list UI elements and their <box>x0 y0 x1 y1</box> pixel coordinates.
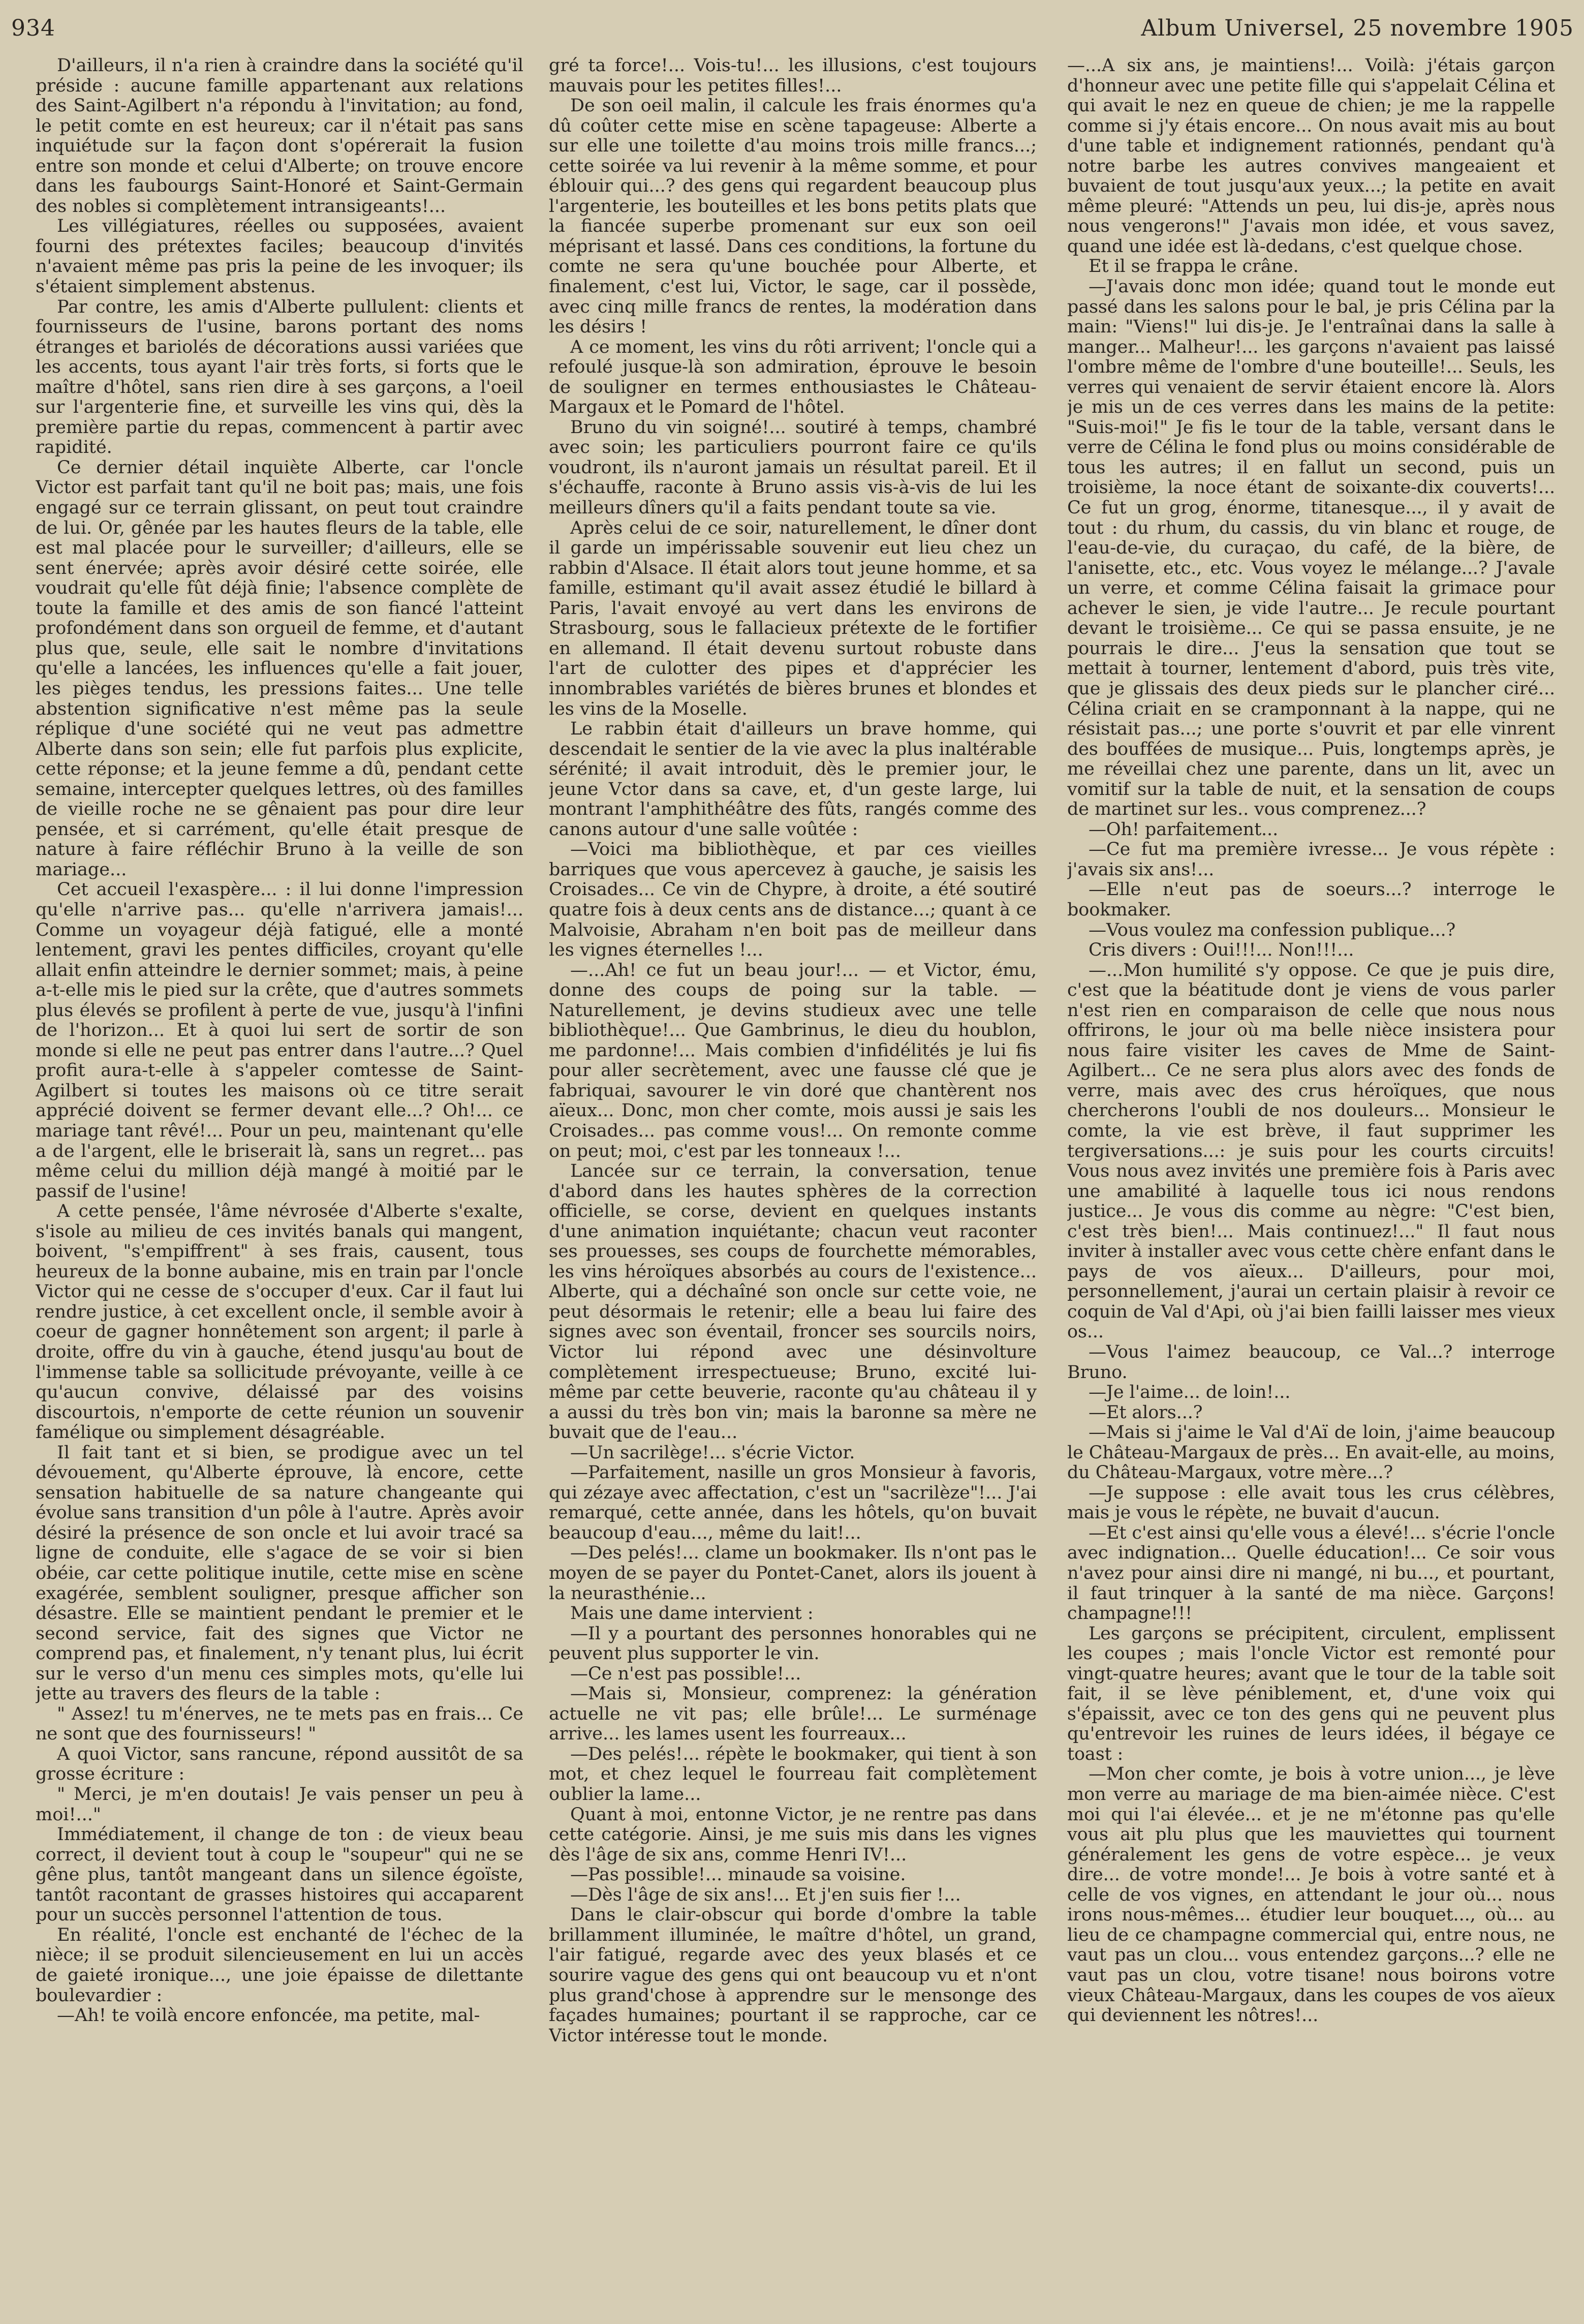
paragraph: gré ta force!... Vois-tu!... les illusions, c'est toujours mauvais pour les petites filles!... <box>549 56 1037 96</box>
paragraph: —Ah! te voilà encore enfoncée, ma petite, mal- <box>57 2005 480 2026</box>
paragraph: Il fait tant et si bien, se prodigue avec un tel dévouement, qu'Alberte éprouve, là encore, cette sensation habituelle de sa nature changeante qui évolue sans transition d'un pôle à l'autre. Après avoir désiré la présence de son oncle et lui avoir tracé sa ligne de conduite, elle s'agace de se voir si bien obéie, car cette politique inutile, cette mise en scène exagérée, semblent souligner, presque afficher son désastre. Elle se maintient pendant le premier et le second service, fait des signes que Victor ne comprend pas, et finalement, n'y tenant plus, lui écrit sur le verso d'un menu ces simples mots, qu'elle lui jette au travers des fleurs de la table : <box>36 1442 523 1704</box>
paragraph: " Merci, je m'en doutais! Je vais penser un peu à moi!..." <box>36 1784 523 1825</box>
paragraph: Lancée sur ce terrain, la conversation, tenue d'abord dans les hautes sphères de la correction officielle, se corse, devient en quelques instants d'une animation inquiétante; chacun veut raconter ses prouesses, ses coups de fourchette mémorables, les vins héroïques absorbés au cours de l'existence... Alberte, qui a déchaîné son oncle sur cette voie, ne peut désormais le retenir; elle a beau lui faire des signes avec son éventail, froncer ses sourcils noirs, Victor lui répond avec une désinvolture complètement irrespectueuse; Bruno, excité lui-même par cette beuverie, raconte qu'au château il y a aussi du très bon vin; mais la baronne sa mère ne buvait que de l'eau... <box>549 1161 1037 1443</box>
paragraph: —J'avais donc mon idée; quand tout le monde eut passé dans les salons pour le bal, je pris Célina par la main: "Viens!" lui dis-je. Je l'entraînai dans la salle à manger... Malheur!... les garçons n'avaient pas laissé l'ombre même de l'ombre d'une bouteille!... Seuls, les verres qui venaient de servir étaient encore là. Alors je mis un de ces verres dans les mains de la petite: "Suis-moi!" Je fis le tour de la table, versant dans le verre de Célina le fond plus ou moins considérable de tous les autres; il en fallut un second, puis un troisième, la noce étant de soixante-dix couverts!... Ce fut un grog, énorme, titanesque..., il y avait de tout : du rhum, du cassis, du vin blanc et rouge, de l'eau-de-vie, du curaçao, du café, de la bière, de l'anisette, etc., etc. Vous voyez le mélange...? J'avale un verre, et comme Célina faisait la grimace pour achever le sien, je vide l'autre... Je recule pourtant devant le troisième... Ce qui se passa ensuite, je ne pourrais le dire... J'eus la sensation que tout se mettait à tourner, lentement d'abord, puis très vite, que je glissais des deux pieds sur le plancher ciré... Célina criait en se cramponnant à la nappe, qui ne résistait pas...; une porte s'ouvrit et par elle vinrent des bouffées de musique... Puis, longtemps après, je me réveillai chez une parente, dans un lit, avec un vomitif sur la table de nuit, et la sensation de coups de martinet sur les.. vous comprenez...? <box>1067 277 1555 820</box>
running-title: Album Universel, 25 novembre 1905 <box>1141 15 1574 41</box>
paragraph: —Des pelés!... clame un bookmaker. Ils n'ont pas le moyen de se payer du Pontet-Canet, alors ils jouent à la neurasthénie... <box>549 1543 1037 1604</box>
paragraph: —Mais si j'aime le Val d'Aï de loin, j'aime beaucoup le Château-Margaux de près... En avait-elle, au moins, du Château-Margaux, votre mère...? <box>1067 1422 1555 1483</box>
paragraph: Ce dernier détail inquiète Alberte, car l'oncle Victor est parfait tant qu'il ne boit pas; mais, une fois engagé sur ce terrain glissant, on peut tout craindre de lui. Or, gênée par les hautes fleurs de la table, elle est mal placée pour le surveiller; d'ailleurs, elle se sent énervée; après avoir désiré cette soirée, elle voudrait qu'elle fût déjà finie; l'absence complète de toute la famille et des amis de son fiancé l'atteint profondément dans son orgueil de femme, et d'autant plus que, seule, elle sait le nombre d'invitations qu'elle a lancées, les influences qu'elle a fait jouer, les pièges tendus, les pressions faites... Une telle abstention significative n'est même pas la seule réplique d'une société qui ne veut pas admettre Alberte dans son sein; elle fut parfois plus explicite, cette réponse; et la jeune femme a dû, pendant cette semaine, intercepter quelques lettres, où des familles de vieille roche ne se gênaient pas pour dire leur pensée, et si carrément, qu'elle était presque de nature à faire réfléchir Bruno à la veille de son mariage... <box>36 457 523 880</box>
paragraph: —Ce n'est pas possible!... <box>570 1663 801 1684</box>
paragraph: " Assez! tu m'énerves, ne te mets pas en frais... Ce ne sont que des fournisseurs! " <box>36 1703 523 1745</box>
paragraph: —...A six ans, je maintiens!... Voilà: j'étais garçon d'honneur avec une petite fille qui s'appelait Célina et qui avait le nez en queue de chien; je me la rappelle comme si j'y étais encore... On nous avait mis au bout d'une table et indignement rationnés, pendant qu'à notre barbe les autres convives mangeaient et buvaient de tout jusqu'aux yeux...; la petite en avait même pleuré: "Attends un peu, lui dis-je, après nous nous vengerons!" J'avais mon idée, et vous savez, quand une idée est là-dedans, c'est quelque chose. <box>1067 56 1555 257</box>
paragraph: De son oeil malin, il calcule les frais énormes qu'a dû coûter cette mise en scène tapageuse: Alberte a sur elle une toilette d'au moins trois mille francs...; cette soirée va lui revenir à la même somme, et pour éblouir qui...? des gens qui regardent beaucoup plus l'argenterie, les bouteilles et les bons petits plats que la fiancée superbe promenant sur eux son oeil méprisant et lassé. Dans ces conditions, la fortune du comte ne sera qu'une bouchée pour Alberte, et finalement, c'est lui, Victor, le sage, car il possède, avec cinq mille francs de rentes, la modération dans les désirs ! <box>549 96 1037 338</box>
paragraph: Immédiatement, il change de ton : de vieux beau correct, il devient tout à coup le "soupeur" qui ne se gêne plus, tantôt mangeant dans un silence égoïste, tantôt racontant de grasses histoires qui accaparent pour un succès personnel l'attention de tous. <box>36 1824 523 1925</box>
paragraph: —Vous l'aimez beaucoup, ce Val...? interroge Bruno. <box>1067 1342 1555 1383</box>
paragraph: Par contre, les amis d'Alberte pullulent: clients et fournisseurs de l'usine, barons portant des noms étranges et bariolés de décorations aussi variées que les accents, tous ayant l'air très forts, si forts que le maître d'hôtel, sans rien dire à ses garçons, a l'oeil sur l'argenterie fine, et surveille les vins qui, dès la première partie du repas, commencent à partir avec rapidité. <box>36 296 523 458</box>
paragraph: Le rabbin était d'ailleurs un brave homme, qui descendait le sentier de la vie avec la plus inaltérable sérénité; il avait introduit, dès le premier jour, le jeune Vctor dans sa cave, et, d'un geste large, lui montrant l'amphithéâtre des fûts, rangés comme des canons autour d'une salle voûtée : <box>549 719 1037 840</box>
paragraph: Dans le clair-obscur qui borde d'ombre la table brillamment illuminée, le maître d'hôtel, un grand, l'air fatigué, regarde avec des yeux blasés et ce sourire vague des gens qui ont beaucoup vu et n'ont plus grand'chose à apprendre sur le mensonge des façades humaines; pourtant il se rapproche, car ce Victor intéresse tout le monde. <box>549 1905 1037 2046</box>
column-2 <box>549 56 1037 2308</box>
paragraph: Les villégiatures, réelles ou supposées, avaient fourni des prétextes faciles; beaucoup d'invités n'avaient même pas pris la peine de les invoquer; ils s'étaient simplement abstenus. <box>36 216 523 297</box>
column-3 <box>1067 56 1555 2308</box>
paragraph: —Je suppose : elle avait tous les crus célèbres, mais je vous le répète, ne buvait d'aucun. <box>1067 1482 1555 1523</box>
paragraph: —Ce fut ma première ivresse... Je vous répète : j'avais six ans!... <box>1067 839 1555 880</box>
paragraph: Cris divers : Oui!!!... Non!!!... <box>1089 940 1354 961</box>
paragraph: A ce moment, les vins du rôti arrivent; l'oncle qui a refoulé jusque-là son admiration, éprouve le besoin de souligner en termes enthousiastes le Château-Margaux et le Pomard de l'hôtel. <box>549 337 1037 418</box>
paragraph: Après celui de ce soir, naturellement, le dîner dont il garde un impérissable souvenir eut lieu chez un rabbin d'Alsace. Il était alors tout jeune homme, et sa famille, estimant qu'il avait assez étudié le billard à Paris, l'avait envoyé au vert dans les environs de Strasbourg, sous le fallacieux prétexte de le fortifier en allemand. Il était devenu surtout robuste dans l'art de culotter des pipes et d'apprécier les innombrables variétés de bières brunes et blondes et les vins de la Moselle. <box>549 517 1037 719</box>
page-header <box>0 15 1584 51</box>
paragraph: —Parfaitement, nasille un gros Monsieur à favoris, qui zézaye avec affectation, c'est un "sacrilèze"!... J'ai remarqué, cette année, dans les hôtels, qu'on buvait beaucoup d'eau..., même du lait!... <box>549 1462 1037 1543</box>
paragraph: —Oh! parfaitement... <box>1089 819 1279 840</box>
page-number: 934 <box>11 15 55 41</box>
paragraph: A cette pensée, l'âme névrosée d'Alberte s'exalte, s'isole au milieu de ces invités banals qui mangent, boivent, "s'empiffrent" à ses frais, causent, tous heureux de la bonne aubaine, mis en train par l'oncle Victor qui ne cesse de s'occuper d'eux. Car il faut lui rendre justice, à cet excellent oncle, il semble avoir à coeur de gagner honnêtement son argent; il parle à droite, offre du vin à gauche, étend jusqu'au bout de l'immense table sa sollicitude prévoyante, veille à ce qu'aucun convive, délaissé par des voisins discourtois, n'emporte de cette réunion un souvenir famélique ou simplement désagréable. <box>36 1201 523 1443</box>
paragraph: A quoi Victor, sans rancune, répond aussitôt de sa grosse écriture : <box>36 1744 523 1785</box>
paragraph: —Elle n'eut pas de soeurs...? interroge le bookmaker. <box>1067 879 1555 920</box>
paragraph: Les garçons se précipitent, circulent, emplissent les coupes ; mais l'oncle Victor est remonté pour vingt-quatre heures; avant que le tour de la table soit fait, il se lève péniblement, et, d'une voix qui s'épaissit, avec ce ton des gens qui ne peuvent plus qu'entrevoir les ruines de leurs idées, il bégaye ce toast : <box>1067 1623 1555 1764</box>
paragraph: —Je l'aime... de loin!... <box>1089 1382 1291 1403</box>
paragraph: —Dès l'âge de six ans!... Et j'en suis fier !... <box>570 1884 961 1905</box>
paragraph: Et il se frappa le crâne. <box>1089 256 1299 277</box>
paragraph: —Voici ma bibliothèque, et par ces vieilles barriques que vous apercevez à gauche, je saisis les Croisades... Ce vin de Chypre, à droite, a été soutiré quatre fois à deux cents ans de distance...; quant à ce Malvoisie, Abraham n'en boit pas de meilleur dans les vignes éternelles !... <box>549 839 1037 961</box>
paragraph: —Mon cher comte, je bois à votre union..., je lève mon verre au mariage de ma bien-aimée nièce. C'est moi qui l'ai élevée... et je ne m'étonne pas qu'elle vous ait plu plus que les mauviettes qui tournent généralement les gens de votre espèce... je veux dire... de votre monde!... Je bois à votre santé et à celle de vos vignes, en attendant le jour où... nous irons nous-mêmes... étudier leur bouquet..., où... au lieu de ce champagne commercial qui, entre nous, ne vaut pas un clou... vous entendez garçons...? elle ne vaut pas un clou, votre tisane! nous boirons votre vieux Château-Margaux, dans les coupes de vos aïeux qui deviennent les nôtres!... <box>1067 1764 1555 2026</box>
paragraph: —...Ah! ce fut un beau jour!... — et Victor, ému, donne des coups de poing sur la table. — Naturellement, je devins studieux avec une telle bibliothèque!... Que Gambrinus, le dieu du houblon, me pardonne!... Mais combien d'infidélités je lui fis pour aller secrètement, avec une fausse clé que je fabriquai, savourer le vin doré que chantèrent nos aïeux... Donc, mon cher comte, mois aussi je sais les Croisades... pas comme vous!... On remonte comme on peut; moi, c'est par les tonneaux !... <box>549 960 1037 1161</box>
paragraph: En réalité, l'oncle est enchanté de l'échec de la nièce; il se produit silencieusement en lui un accès de gaieté ironique..., une joie épaisse de dilettante boulevardier : <box>36 1924 523 2006</box>
paragraph: D'ailleurs, il n'a rien à craindre dans la société qu'il préside : aucune famille appartenant aux relations des Saint-Agilbert n'a répondu à l'invitation; au fond, le petit comte en est heureux; car il n'était pas sans inquiétude sur la façon dont s'opérerait la fusion entre son monde et celui d'Alberte; on trouve encore dans les faubourgs Saint-Honoré et Saint-Germain des nobles si complètement intransigeants!... <box>36 56 523 217</box>
paragraph: —Des pelés!... répète le bookmaker, qui tient à son mot, et chez lequel le fourreau fait complètement oublier la lame... <box>549 1744 1037 1805</box>
paragraph: Mais une dame intervient : <box>570 1603 814 1624</box>
paragraph: Quant à moi, entonne Victor, je ne rentre pas dans cette catégorie. Ainsi, je me suis mis dans les vignes dès l'âge de six ans, comme Henri IV!... <box>549 1804 1037 1865</box>
paragraph: —Il y a pourtant des personnes honorables qui ne peuvent plus supporter le vin. <box>549 1623 1037 1664</box>
paragraph: Bruno du vin soigné!... soutiré à temps, chambré avec soin; les particuliers pourront faire ce qu'ils voudront, ils n'auront jamais un résultat pareil. Et il s'échauffe, raconte à Bruno assis vis-à-vis de lui les meilleurs dîners qu'il a faits pendant toute sa vie. <box>549 417 1037 518</box>
paragraph: —...Mon humilité s'y oppose. Ce que je puis dire, c'est que la béatitude dont je viens de vous parler n'est rien en comparaison de celle que nous nous offrirons, le jour où ma belle nièce insistera pour nous faire visiter les caves de Mme de Saint-Agilbert... Ce ne sera plus alors avec des fonds de verre, mais avec des crus héroïques, que nous chercherons l'oubli de nos douleurs... Monsieur le comte, la vie est brève, il faut supprimer les tergiversations...: je suis pour les courts circuits! Vous nous avez invités une première fois à Paris avec une amabilité à laquelle tous ici nous rendons justice... Je vous dis comme au nègre: "C'est bien, c'est très bien!... Mais continuez!..." Il faut nous inviter à installer avec vous cette chère enfant dans le pays de vos aïeux... D'ailleurs, pour moi, personnellement, j'aurai un certain plaisir à revoir ce coquin de Val d'Api, où j'ai bien failli laisser mes vieux os... <box>1067 960 1555 1342</box>
paragraph: —Vous voulez ma confession publique...? <box>1089 920 1456 940</box>
paragraph: Cet accueil l'exaspère... : il lui donne l'impression qu'elle n'arrive pas... qu'elle n'arrivera jamais!... Comme un voyageur déjà fatigué, elle a monté lentement, gravi les pentes difficiles, croyant qu'elle allait enfin atteindre le dernier sommet; mais, à peine a-t-elle mis le pied sur la crête, que d'autres sommets plus élevés se profilent à perte de vue, jusqu'à l'infini de l'horizon... Et à quoi lui sert de sortir de son monde si elle ne peut pas entrer dans l'autre...? Quel profit aura-t-elle à s'appeler comtesse de Saint-Agilbert si toutes les maisons où ce titre serait apprécié doivent se fermer devant elle...? Oh!... ce mariage tant rêvé!... Pour un peu, maintenant qu'elle a de l'argent, elle le briserait là, sans un regret... pas même celui du million déjà mangé à moitié par le passif de l'usine! <box>36 879 523 1202</box>
column-1 <box>36 56 523 2308</box>
paragraph: —Pas possible!... minaude sa voisine. <box>570 1864 906 1885</box>
text-columns <box>36 56 1555 2308</box>
paragraph: —Et c'est ainsi qu'elle vous a élevé!... s'écrie l'oncle avec indignation... Quelle éducation!... Ce soir vous n'avez pour ainsi dire ni mangé, ni bu..., et pourtant, il faut trinquer à la santé de ma nièce. Garçons! champagne!!! <box>1067 1522 1555 1624</box>
paragraph: —Un sacrilège!... s'écrie Victor. <box>570 1442 855 1463</box>
paragraph: —Et alors...? <box>1089 1402 1203 1423</box>
paragraph: —Mais si, Monsieur, comprenez: la génération actuelle ne vit pas; elle brûle!... Le surménage arrive... les lames usent les fourreaux... <box>549 1684 1037 1745</box>
